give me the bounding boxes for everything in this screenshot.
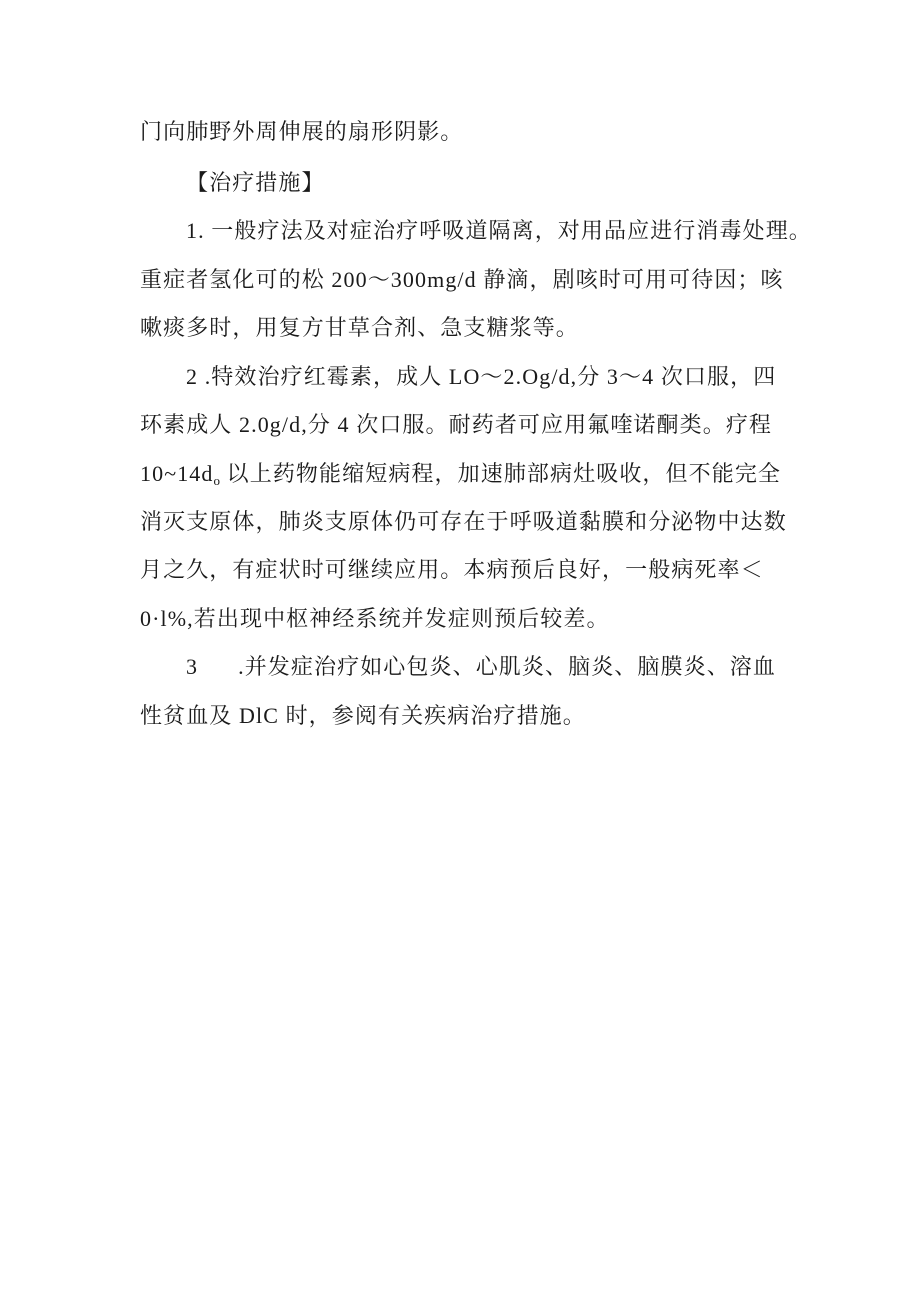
text-line xyxy=(186,652,776,682)
text-line: 月之久，有症状时可继续应用。本病预后良好，一般病死率＜ xyxy=(140,557,764,582)
text-line: 消灭支原体，肺炎支原体仍可存在于呼吸道黏膜和分泌物中达数 xyxy=(140,509,787,534)
text-line: 重症者氢化可的松 200～300mg/d 静滴，剧咳时可用可待因；咳 xyxy=(140,267,784,292)
text-fragment: 以上药物能缩短病程，加速肺部病灶吸收，但不能完全 xyxy=(226,461,782,486)
text-line: 2 .特效治疗红霉素，成人 LO～2.Og/d,分 3～4 次口服，四 xyxy=(186,364,777,389)
text-line: 1. 一般疗法及对症治疗呼吸道隔离，对用品应进行消毒处理。 xyxy=(186,218,812,243)
section-heading: 【治疗措施】 xyxy=(186,170,325,195)
subscript-fragment: o xyxy=(213,473,221,488)
text-line: 嗽痰多时，用复方甘草合剂、急支糖浆等。 xyxy=(140,315,579,340)
text-line: 性贫血及 DlC 时，参阅有关疾病治疗措施。 xyxy=(140,703,586,728)
text-line xyxy=(140,459,781,489)
text-line: 门向肺野外周伸展的扇形阴影。 xyxy=(140,119,464,144)
text-fragment: .并发症治疗如心包炎、心肌炎、脑炎、脑膜炎、溶血 xyxy=(238,654,777,679)
text-line: 环素成人 2.0g/d,分 4 次口服。耐药者可应用氟喹诺酮类。疗程 xyxy=(140,412,773,437)
text-line: 0·l%,若出现中枢神经系统并发症则预后较差。 xyxy=(140,606,610,631)
text-fragment: 10~14d xyxy=(140,461,214,486)
list-number: 3 xyxy=(186,654,199,679)
